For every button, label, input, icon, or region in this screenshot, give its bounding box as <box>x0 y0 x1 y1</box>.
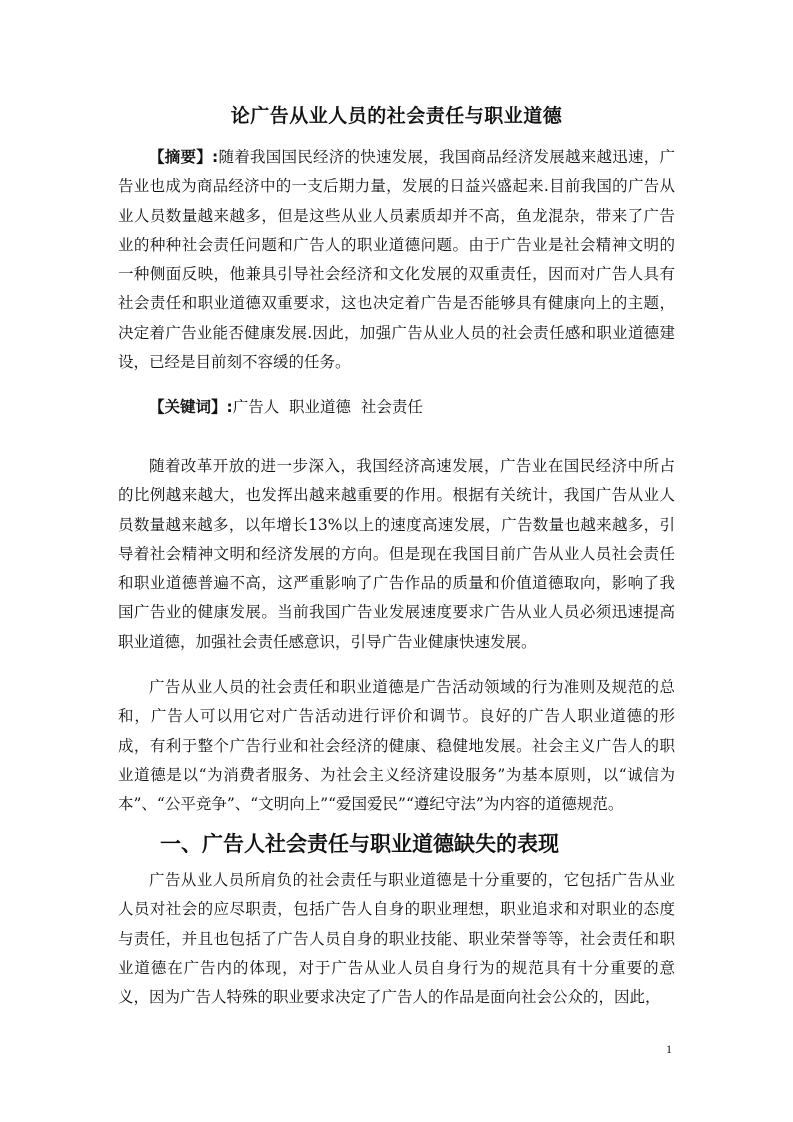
keywords-text: 广告人 职业道德 社会责任 <box>232 398 423 416</box>
page-number: 1 <box>666 1042 672 1056</box>
abstract-text: 随着我国国民经济的快速发展，我国商品经济发展越来越迅速，广告业也成为商品经济中的一支后期力量，发展的日益兴盛起来.目前我国的广告从业人员数量越来越多，但是这些从业人员素质却并不高，鱼龙混杂，带来了广告业的种种社会责任问题和广告人的职业道德问题。由于广告业是社会精神文明的一种侧面反映，他兼具引导社会经济和文化发展的双重责任，因而对广告人具有社会责任和职业道德双重要求，这也决定着广告是否能够具有健康向上的主题，决定着广告业能否健康发展.因此，加强广告从业人员的社会责任感和职业道德建设，已经是目前刻不容缓的任务。 <box>118 148 675 372</box>
body-paragraph-1: 随着改革开放的进一步深入，我国经济高速发展，广告业在国民经济中所占的比例越来越大，也发挥出越来越重要的作用。根据有关统计，我国广告从业人员数量越来越多，以年增长13%以上的速度高速发展，广告数量也越来越多，引导着社会精神文明和经济发展的方向。但是现在我国目前广告从业人员社会责任和职业道德普遍不高，这严重影响了广告作品的质量和价值道德取向，影响了我国广告业的健康发展。当前我国广告业发展速度要求广告从业人员必须迅速提高职业道德，加强社会责任感意识，引导广告业健康快速发展。 <box>118 457 675 651</box>
abstract-paragraph <box>118 143 675 377</box>
body-paragraph-3: 广告从业人员所肩负的社会责任与职业道德是十分重要的，它包括广告从业人员对社会的应尽职责，包括广告人自身的职业理想，职业追求和对职业的态度与责任，并且也包括了广告人员自身的职业技能、职业荣誉等等，社会责任和职业道德在广告内的体现，对于广告从业人员自身行为的规范具有十分重要的意义，因为广告人特殊的职业要求决定了广告人的作品是面向社会公众的，因此， <box>118 871 675 1007</box>
abstract-label: 【摘要】: <box>149 148 219 166</box>
body-paragraph-2: 广告从业人员的社会责任和职业道德是广告活动领域的行为准则及规范的总和，广告人可以用它对广告活动进行评价和调节。良好的广告人职业道德的形成，有利于整个广告行业和社会经济的健康、稳健地发展。社会主义广告人的职业道德是以“为消费者服务、为社会主义经济建设服务”为基本原则，以“诚信为本”、“公平竞争”、“文明向上”“爱国爱民”“遵纪守法”为内容的道德规范。 <box>118 678 675 814</box>
section-heading-1: 一、广告人社会责任与职业道德缺失的表现 <box>160 832 559 856</box>
keywords-line <box>118 393 675 422</box>
document-title: 论广告从业人员的社会责任与职业道德 <box>230 105 563 127</box>
keywords-label: 【关键词】: <box>149 398 233 416</box>
